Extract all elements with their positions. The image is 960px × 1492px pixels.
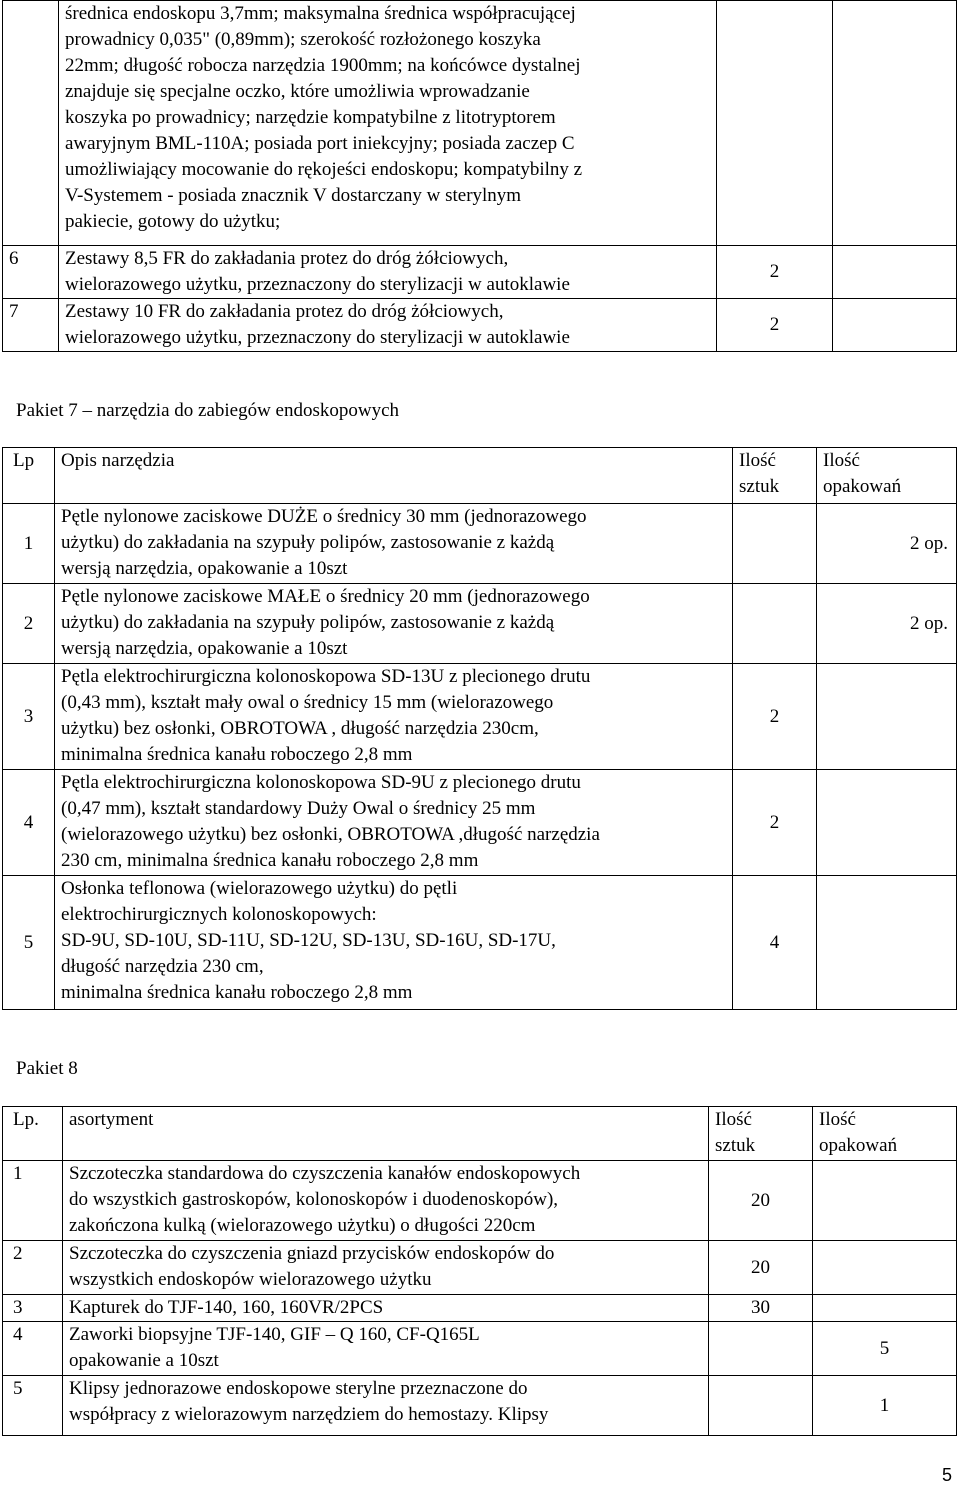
cell-sztuk — [709, 1322, 813, 1376]
cell-opis: Zestawy 8,5 FR do zakładania protez do dróg żółciowych, wielorazowego użytku, przeznaczony do sterylizacji w autoklawie — [65, 248, 570, 295]
cell-lp: 1 — [3, 504, 55, 584]
table-row — [3, 1322, 957, 1376]
header-opis: Opis narzędzia — [55, 448, 733, 504]
table-row — [3, 1295, 957, 1322]
header-opis: asortyment — [63, 1107, 709, 1161]
cell-opak: 5 — [813, 1322, 957, 1376]
cell-opis: Pętle nylonowe zaciskowe DUŻE o średnicy 30 mm (jednorazowego użytku) do zakładania na szypuły polipów, zastosowanie z każdą wersją narzędzia, opakowanie a 10szt — [61, 506, 587, 579]
cell-opis: Szczoteczka do czyszczenia gniazd przycisków endoskopów do wszystkich endoskopów wielorazowego użytku — [69, 1243, 555, 1290]
table-row — [3, 1376, 957, 1436]
cell-sztuk: 2 — [733, 664, 817, 770]
table-row — [3, 504, 957, 584]
cell-opis: Osłonka teflonowa (wielorazowego użytku) do pętli elektrochirurgicznych kolonoskopowych: SD-9U, SD-10U, SD-11U, SD-12U, SD-13U, SD-16U, SD-17U, długość narzędzia 230 cm, minimalna średnica kanału roboczego 2,8 mm — [61, 878, 556, 1003]
cell-opak — [833, 299, 957, 352]
header-lp: Lp — [3, 448, 55, 504]
cell-lp: 2 — [3, 584, 55, 664]
table-row — [3, 299, 957, 352]
header-sztuk: Ilość sztuk — [739, 450, 780, 497]
cell-opak — [817, 664, 957, 770]
table-top-continuation — [2, 0, 957, 352]
cell-lp: 5 — [3, 1376, 63, 1436]
cell-sztuk: 2 — [733, 770, 817, 876]
cell-opis: Zestawy 10 FR do zakładania protez do dróg żółciowych, wielorazowego użytku, przeznaczony do sterylizacji w autoklawie — [65, 301, 570, 348]
cell-lp: 2 — [3, 1241, 63, 1295]
cell-lp: 6 — [3, 246, 59, 299]
cell-sztuk — [717, 1, 833, 246]
cell-lp: 3 — [3, 1295, 63, 1322]
table-row — [3, 584, 957, 664]
cell-sztuk: 30 — [709, 1295, 813, 1322]
cell-opak — [813, 1295, 957, 1322]
table-pakiet7 — [2, 447, 957, 1010]
cell-opak — [817, 770, 957, 876]
cell-opak — [817, 876, 957, 1010]
cell-opis: Pętla elektrochirurgiczna kolonoskopowa SD-9U z plecionego drutu (0,47 mm), kształt standardowy Duży Owal o średnicy 25 mm (wielorazowego użytku) bez osłonki, OBROTOWA ,długość narzędzia 230 cm, minimalna średnica kanału roboczego 2,8 mm — [61, 772, 600, 871]
cell-opis: Zaworki biopsyjne TJF-140, GIF – Q 160, CF-Q165L opakowanie a 10szt — [69, 1324, 480, 1371]
table-header-row — [3, 448, 957, 504]
cell-opak — [833, 1, 957, 246]
table-row — [3, 770, 957, 876]
cell-sztuk: 4 — [733, 876, 817, 1010]
table-pakiet8 — [2, 1106, 957, 1436]
cell-lp: 4 — [3, 770, 55, 876]
table-row — [3, 1161, 957, 1241]
cell-sztuk: 2 — [717, 299, 833, 352]
table-row — [3, 246, 957, 299]
cell-opis: średnica endoskopu 3,7mm; maksymalna średnica współpracującej prowadnicy 0,035" (0,89mm); szerokość rozłożonego koszyka 22mm; długość robocza narzędzia 1900mm; na końcówce dystalnej znajduje się specjalne oczko, które umożliwia wprowadzanie koszyka po prowadnicy; narzędzie kompatybilne z litotryptorem awaryjnym BML-110A; posiada port iniekcyjny; posiada zaczep C umożliwiający mocowanie do rękojeści endoskopu; kompatybilny z V-Systemem - posiada znacznik V dostarczany w sterylnym pakiecie, gotowy do użytku; — [65, 3, 583, 232]
cell-opis: Pętla elektrochirurgiczna kolonoskopowa SD-13U z plecionego drutu (0,43 mm), kształt mały owal o średnicy 15 mm (wielorazowego użytku) bez osłonki, OBROTOWA , długość narzędzia 230cm, minimalna średnica kanału roboczego 2,8 mm — [61, 666, 591, 765]
cell-sztuk — [733, 584, 817, 664]
cell-lp — [3, 1, 59, 246]
cell-lp: 3 — [3, 664, 55, 770]
header-lp: Lp. — [3, 1107, 63, 1161]
cell-opis: Klipsy jednorazowe endoskopowe sterylne przeznaczone do współpracy z wielorazowym narzędziem do hemostazy. Klipsy — [69, 1378, 549, 1425]
cell-opis: Szczoteczka standardowa do czyszczenia kanałów endoskopowych do wszystkich gastroskopów, kolonoskopów i duodenoskopów), zakończona kulką (wielorazowego użytku) o długości 220cm — [69, 1163, 581, 1236]
cell-sztuk: 20 — [709, 1241, 813, 1295]
header-opak: Ilość opakowań — [823, 450, 902, 497]
cell-lp: 1 — [3, 1161, 63, 1241]
page-number: 5 — [941, 1465, 952, 1485]
header-opak: Ilość opakowań — [819, 1109, 898, 1156]
cell-lp: 4 — [3, 1322, 63, 1376]
table-row — [3, 1, 957, 246]
cell-lp: 5 — [3, 876, 55, 1010]
cell-opak: 2 op. — [817, 504, 957, 584]
pakiet8-title: Pakiet 8 — [16, 1058, 78, 1079]
table-row — [3, 1241, 957, 1295]
cell-lp: 7 — [3, 299, 59, 352]
cell-opis: Pętle nylonowe zaciskowe MAŁE o średnicy 20 mm (jednorazowego użytku) do zakładania na szypuły polipów, zastosowanie z każdą wersją narzędzia, opakowanie a 10szt — [61, 586, 590, 659]
table-row — [3, 664, 957, 770]
table-header-row — [3, 1107, 957, 1161]
cell-sztuk — [733, 504, 817, 584]
header-sztuk: Ilość sztuk — [715, 1109, 756, 1156]
cell-opak: 2 op. — [817, 584, 957, 664]
cell-opak — [833, 246, 957, 299]
cell-opak — [813, 1161, 957, 1241]
cell-sztuk — [709, 1376, 813, 1436]
table-row — [3, 876, 957, 1010]
pakiet7-title: Pakiet 7 – narzędzia do zabiegów endoskopowych — [16, 400, 400, 421]
cell-sztuk: 20 — [709, 1161, 813, 1241]
cell-opis: Kapturek do TJF-140, 160, 160VR/2PCS — [69, 1297, 384, 1318]
cell-opak — [813, 1241, 957, 1295]
cell-sztuk: 2 — [717, 246, 833, 299]
cell-opak: 1 — [813, 1376, 957, 1436]
